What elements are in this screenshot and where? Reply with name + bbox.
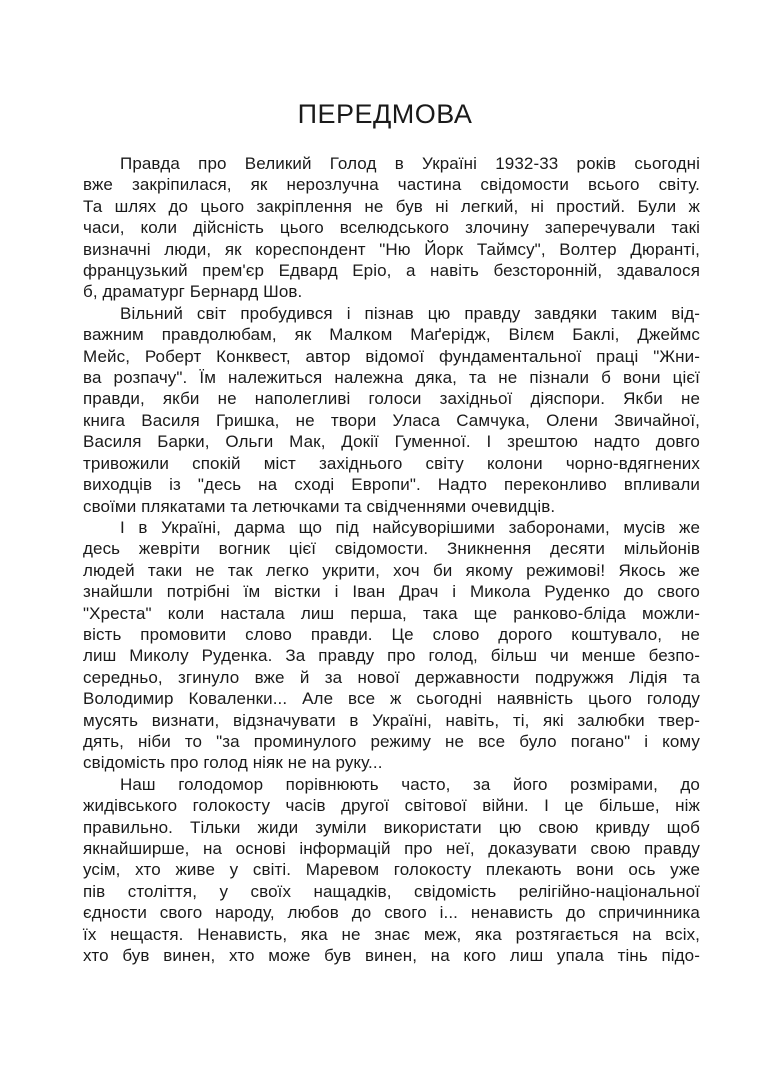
text-line: тривожили спокій міст західнього світу колони чорно-вдягнених [83, 453, 700, 473]
page-title: ПЕРЕДМОВА [297, 99, 473, 129]
text-line: Володимир Коваленки... Але все ж сьогодні наявність цього голоду [83, 689, 700, 709]
text-line: виходців із "десь на сході Европи". Надто переконливо впливали [83, 475, 700, 495]
text-line: лиш Миколу Руденка. За правду про голод, більш чи менше безпо- [83, 646, 700, 666]
text-line: вість промовити слово правди. Це слово дорого коштувало, не [83, 624, 700, 644]
text-line: Наш голодомор порівнюють часто, за його розмірами, до [120, 774, 700, 794]
paragraph [83, 517, 700, 774]
text-line: свідомість про голод ніяк не на руку... [83, 753, 383, 773]
text-line: правильно. Тільки жиди зуміли використати цю свою кривду щоб [83, 817, 700, 837]
text-line: єдности свого народу, любов до свого і... ненависть до спричинника [83, 903, 700, 923]
text-line: б, драматург Бернард Шов. [83, 282, 303, 302]
text-line: Мейс, Роберт Конквест, автор відомої фундаментальної праці "Жни- [83, 346, 700, 366]
paragraph [83, 153, 700, 303]
text-line: французький прем'єр Едвард Еріо, а навіть безсторонній, здавалося [83, 261, 700, 281]
text-line: пів століття, у своїх нащадків, свідомість релігійно-національної [83, 881, 700, 901]
text-line: середньо, згинуло вже й за нової державности подружжя Лідія та [83, 667, 700, 687]
text-line: Та шлях до цього закріплення не був ні легкий, ні простий. Були ж [83, 196, 700, 216]
text-line: мусять визнати, відзначувати в Україні, навіть, ті, які залюбки твер- [83, 710, 700, 730]
text-line: хто був винен, хто може був винен, на кого лиш упала тінь підо- [83, 946, 700, 966]
text-line: дять, ніби то "за проминулого режиму не все було погано" і кому [83, 731, 700, 751]
text-line: якнайширше, на основі інформацій про неї, доказувати свою правду [83, 839, 700, 858]
text-line: правди, якби не наполегливі голоси західньої діяспори. Якби не [83, 389, 700, 409]
text-line: своїми плякатами та летючками та свідченнями очевидців. [83, 496, 556, 516]
text-line: їх нещастя. Ненависть, яка не знає меж, яка розтягається на всіх, [83, 924, 700, 944]
paragraph [83, 774, 700, 967]
text-line: усім, хто живе у світі. Маревом голокосту плекають вони ось уже [83, 860, 700, 880]
text-line: важним правдолюбам, як Малком Маґерідж, Вілєм Баклі, Джеймс [83, 325, 700, 345]
text-line: людей таки не так легко укрити, хоч би якому режимові! Якось же [83, 560, 700, 580]
body-text [83, 153, 700, 966]
text-line: книга Василя Гришка, не твори Уласа Самчука, Олени Звичайної, [83, 410, 700, 430]
text-line: Василя Барки, Ольги Мак, Докії Гуменної. І зрештою надто довго [83, 432, 700, 452]
text-line: знайшли потрібні їм вістки і Іван Драч і Микола Руденко до свого [83, 582, 700, 602]
paragraph [83, 303, 700, 517]
text-line: жидівського голокосту часів другої світової війни. І це більше, ніж [83, 796, 700, 816]
text-line: десь жевріти вогник цієї свідомости. Зникнення десяти мільйонів [83, 539, 700, 559]
text-line: ва розпачу". Їм належиться належна дяка, та не пізнали б вони цієї [83, 368, 700, 388]
text-line: визначні люди, як кореспондент "Ню Йорк Таймсу", Волтер Дюранті, [83, 239, 700, 259]
text-line: часи, коли дійсність цього вселюдського злочину заперечували такі [83, 218, 700, 238]
text-line: Правда про Великий Голод в Україні 1932-33 років сьогодні [120, 154, 700, 173]
text-line: "Хреста" коли настала лиш перша, така ще ранково-бліда можли- [83, 603, 700, 623]
text-line: І в Україні, дарма що під найсуворішими заборонами, мусів же [120, 517, 700, 537]
text-line: вже закріпилася, як нерозлучна частина свідомости всього світу. [83, 175, 700, 195]
text-line: Вільний світ пробудився і пізнав цю правду завдяки таким від- [120, 303, 700, 323]
